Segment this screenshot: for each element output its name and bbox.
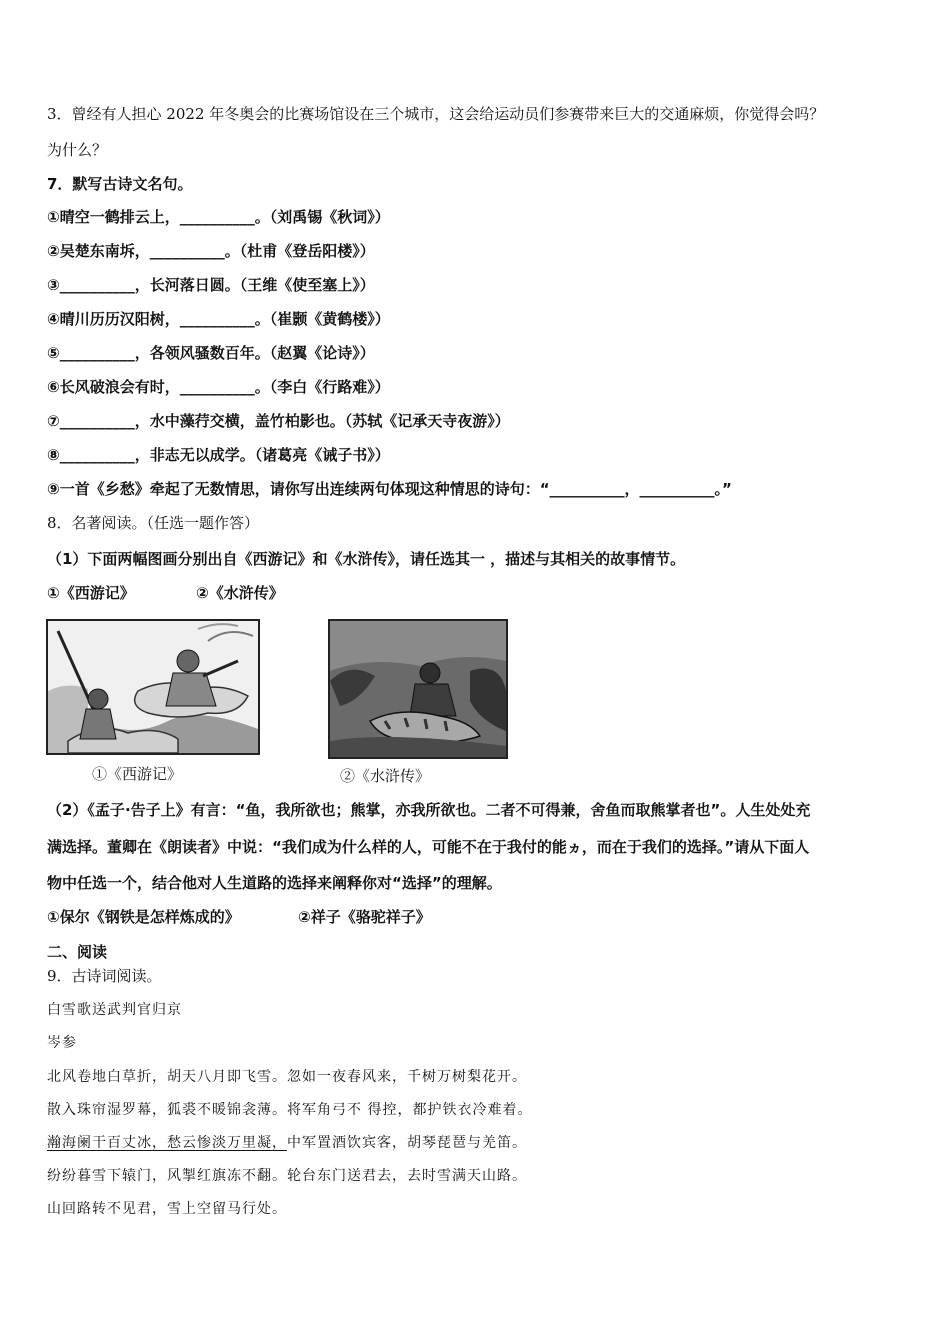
poem-line-4: 纷纷暮雪下辕门，风掣红旗冻不翻。轮台东门送君去，去时雪满天山路。 <box>47 1168 527 1184</box>
shuihuzhuan-illustration <box>328 619 508 759</box>
q8-choice-paul: ①保尔《钢铁是怎样炼成的》 <box>47 908 240 926</box>
q7-title: 7．默写古诗文名句。 <box>47 175 193 193</box>
poem-title: 白雪歌送武判官归京 <box>47 1002 182 1018</box>
xiyouji-caption: ①《西游记》 <box>92 765 183 783</box>
poem-line-3 <box>47 1133 527 1153</box>
q9-title: 9．古诗词阅读。 <box>47 967 162 985</box>
q7-item-2: ②吴楚东南坼，__________。（杜甫《登岳阳楼》） <box>47 242 375 260</box>
poem-line-3-rest: 中军置酒饮宾客，胡琴琵琶与羌笛。 <box>287 1135 527 1151</box>
q8-title: 8．名著阅读。（任选一题作答） <box>47 514 260 532</box>
q3-line1: 3．曾经有人担心 2022 年冬奥会的比赛场馆设在三个城市，这会给运动员们参赛带来巨大的交通麻烦，你觉得会吗？ <box>47 105 825 123</box>
poem-author: 岑参 <box>47 1035 77 1051</box>
q7-item-7: ⑦__________，水中藻荇交横，盖竹柏影也。（苏轼《记承天寺夜游》） <box>47 412 510 430</box>
shuihuzhuan-caption: ②《水浒传》 <box>340 767 431 785</box>
q8-option-xiyouji: ①《西游记》 <box>47 584 135 602</box>
q7-item-1: ①晴空一鹤排云上，__________。（刘禹锡《秋词》） <box>47 208 390 226</box>
q7-item-5: ⑤__________，各领风骚数百年。（赵翼《论诗》） <box>47 344 375 362</box>
q8-part1: （1）下面两幅图画分别出自《西游记》和《水浒传》，请任选其一 ，描述与其相关的故事情节。 <box>47 550 686 568</box>
q7-item-4: ④晴川历历汉阳树，__________。（崔颢《黄鹤楼》） <box>47 310 390 328</box>
q3-line2: 为什么？ <box>47 141 108 159</box>
section-reading-title: 二、阅读 <box>47 943 108 961</box>
q7-item-9: ⑨一首《乡愁》牵起了无数情思，请你写出连续两句体现这种情思的诗句：“__________，__________。” <box>47 480 732 498</box>
q8-choice-xiangzi: ②祥子《骆驼祥子》 <box>298 908 431 926</box>
xiyouji-illustration <box>46 619 260 755</box>
q7-item-6: ⑥长风破浪会有时，__________。（李白《行路难》） <box>47 378 390 396</box>
q8-part2-line2: 满选择。董卿在《朗读者》中说：“我们成为什么样的人，可能不在于我付的能ヵ，而在于我们的选择。”请从下面人 <box>47 838 810 856</box>
poem-underlined-phrase: 瀚海阑干百丈冰，愁云惨淡万里凝， <box>47 1135 287 1151</box>
q8-part2-line3: 物中任选一个，结合他对人生道路的选择来阐释你对“选择”的理解。 <box>47 874 502 892</box>
q8-part2-line1: （2）《孟子·告子上》有言：“鱼，我所欲也；熊掌，亦我所欲也。二者不可得兼，舍鱼而取熊掌者也”。人生处处充 <box>47 801 811 819</box>
q8-option-shuihuzhuan: ②《水浒传》 <box>196 584 284 602</box>
poem-line-1: 北风卷地白草折，胡天八月即飞雪。忽如一夜春风来，千树万树梨花开。 <box>47 1069 527 1085</box>
q7-item-8: ⑧__________，非志无以成学。（诸葛亮《诫子书》） <box>47 446 390 464</box>
poem-line-5: 山回路转不见君，雪上空留马行处。 <box>47 1201 287 1217</box>
q7-item-3: ③__________，长河落日圆。（王维《使至塞上》） <box>47 276 375 294</box>
poem-line-2: 散入珠帘湿罗幕，狐裘不暖锦衾薄。将军角弓不 得控，都护铁衣冷难着。 <box>47 1102 533 1118</box>
